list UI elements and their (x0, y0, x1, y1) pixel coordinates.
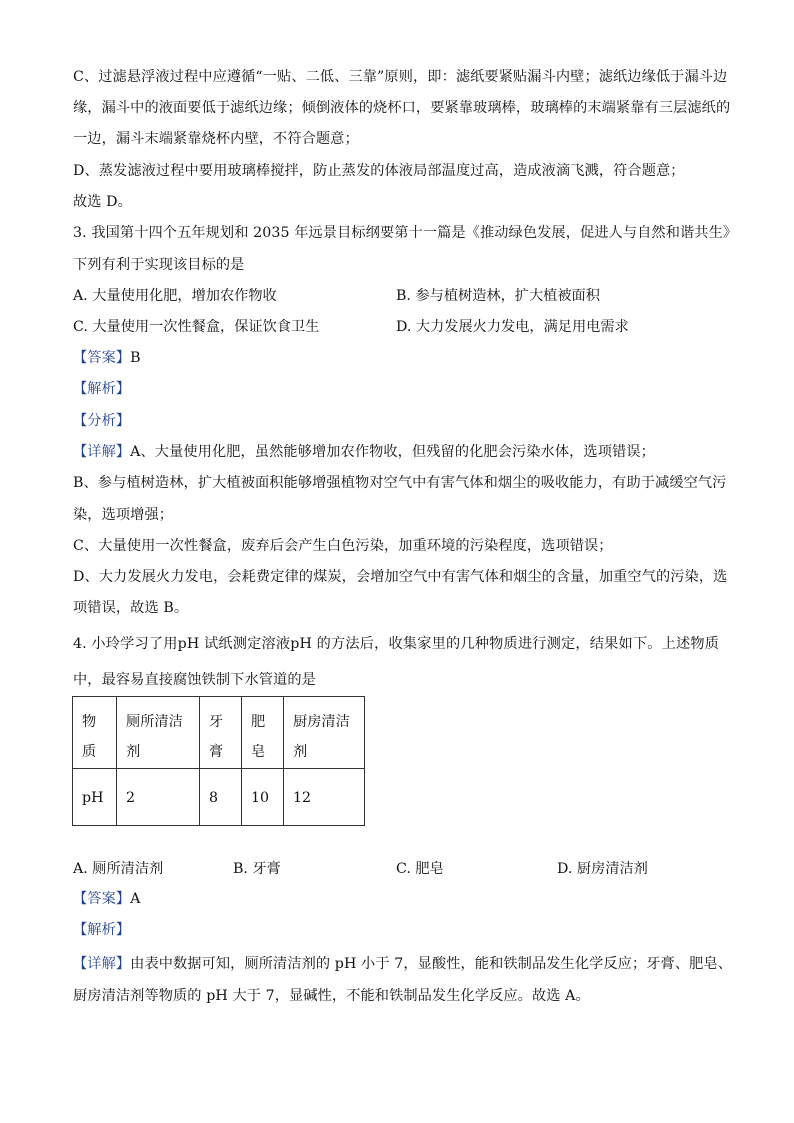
q4-option-a: A. 厕所清洁剂 (73, 861, 164, 877)
ph-table-value-cell: 10 (242, 769, 284, 826)
q3-stem-line-1: 3. 我国第十四个五年规划和 2035 年远景目标纲要第十一篇是《推动绿色发展，促进人与自然和谐共生》 (73, 225, 738, 241)
q3-answer (73, 348, 141, 368)
q3-detail-line-3: 染，选项增强； (73, 507, 174, 523)
prev-option-c-line-1: C、过滤悬浮液过程中应遵循“一贴、二低、三靠”原则，即：滤纸要紧贴漏斗内壁；滤纸边缘低于漏斗边 (73, 69, 728, 85)
ph-table-header-cell: 肥皂 (242, 697, 284, 769)
q4-answer (73, 889, 141, 909)
q3-detail-line-5: D、大力发展火力发电，会耗费定律的煤炭，会增加空气中有害气体和烟尘的含量，加重空气的污染，选 (73, 569, 728, 585)
q4-option-c: C. 肥皂 (396, 861, 444, 877)
ph-table-header-cell: 牙膏 (200, 697, 242, 769)
q4-stem-line-2: 中，最容易直接腐蚀铁制下水管道的是 (73, 672, 316, 688)
prev-option-d-line: D、蒸发滤液过程中要用玻璃棒搅拌，防止蒸发的体液局部温度过高，造成液滴飞溅，符合题意； (73, 163, 685, 179)
q4-answer-tag: 【答案】 (73, 891, 131, 907)
ph-table-value-cell: 8 (200, 769, 242, 826)
q3-detail-text-1: A、大量使用化肥，虽然能够增加农作物收，但残留的化肥会污染水体，选项错误； (130, 444, 655, 460)
ph-table-header-cell: 物质 (73, 697, 117, 769)
q3-detail-line-1 (73, 442, 655, 462)
ph-table-value-cell: pH (73, 769, 117, 826)
q3-detail-line-6: 项错误，故选 B。 (73, 600, 189, 616)
ph-table (72, 696, 365, 826)
q4-answer-value: A (130, 891, 141, 907)
prev-option-c-line-2: 缘，漏斗中的液面要低于滤纸边缘；倾倒液体的烧杯口，要紧靠玻璃棒，玻璃棒的末端紧靠有三层滤纸的 (73, 100, 731, 116)
q4-detail-line-1 (73, 954, 732, 974)
ph-table-header-cell: 厨房清洁剂 (284, 697, 365, 769)
q4-option-d: D. 厨房清洁剂 (557, 861, 648, 877)
q4-detail-line-2: 厨房清洁剂等物质的 pH 大于 7，显碱性，不能和铁制品发生化学反应。故选 A。 (73, 988, 590, 1004)
q4-detail-tag: 【详解】 (73, 956, 131, 972)
q3-option-c: C. 大量使用一次性餐盒，保证饮食卫生 (73, 319, 320, 335)
q3-detail-tag: 【详解】 (73, 444, 131, 460)
ph-table-header-cell: 厕所清洁剂 (117, 697, 200, 769)
q4-analysis-tag: 【解析】 (73, 922, 131, 938)
q3-analysis-tag: 【解析】 (73, 381, 131, 397)
q3-detail-line-4: C、大量使用一次性餐盒，废弃后会产生白色污染，加重环境的污染程度，选项错误； (73, 538, 613, 554)
ph-table-header-row (73, 697, 365, 769)
q3-option-b: B. 参与植树造林，扩大植被面积 (396, 288, 600, 304)
prev-option-c-line-3: 一边，漏斗末端紧靠烧杯内壁，不符合题意； (73, 131, 359, 147)
q3-fenxi-tag: 【分析】 (73, 413, 131, 429)
q3-stem-line-2: 下列有利于实现该目标的是 (73, 257, 245, 273)
prev-answer-line: 故选 D。 (73, 194, 132, 210)
ph-table-value-cell: 12 (284, 769, 365, 826)
q4-detail-text-1: 由表中数据可知，厕所清洁剂的 pH 小于 7，显酸性，能和铁制品发生化学反应；牙膏、肥皂、 (130, 956, 732, 972)
q3-answer-tag: 【答案】 (73, 350, 131, 366)
ph-table-value-row (73, 769, 365, 826)
ph-table-value-cell: 2 (117, 769, 200, 826)
q4-option-b: B. 牙膏 (233, 861, 281, 877)
q3-option-a: A. 大量使用化肥，增加农作物收 (73, 288, 277, 304)
q3-option-d: D. 大力发展火力发电，满足用电需求 (396, 319, 629, 335)
q4-stem-line-1: 4. 小玲学习了用pH 试纸测定溶液pH 的方法后，收集家里的几种物质进行测定，结果如下。上述物质 (73, 636, 719, 652)
q3-answer-value: B (130, 350, 141, 366)
q3-detail-line-2: B、参与植树造林，扩大植被面积能够增强植物对空气中有害气体和烟尘的吸收能力，有助于减缓空气污 (73, 475, 727, 491)
